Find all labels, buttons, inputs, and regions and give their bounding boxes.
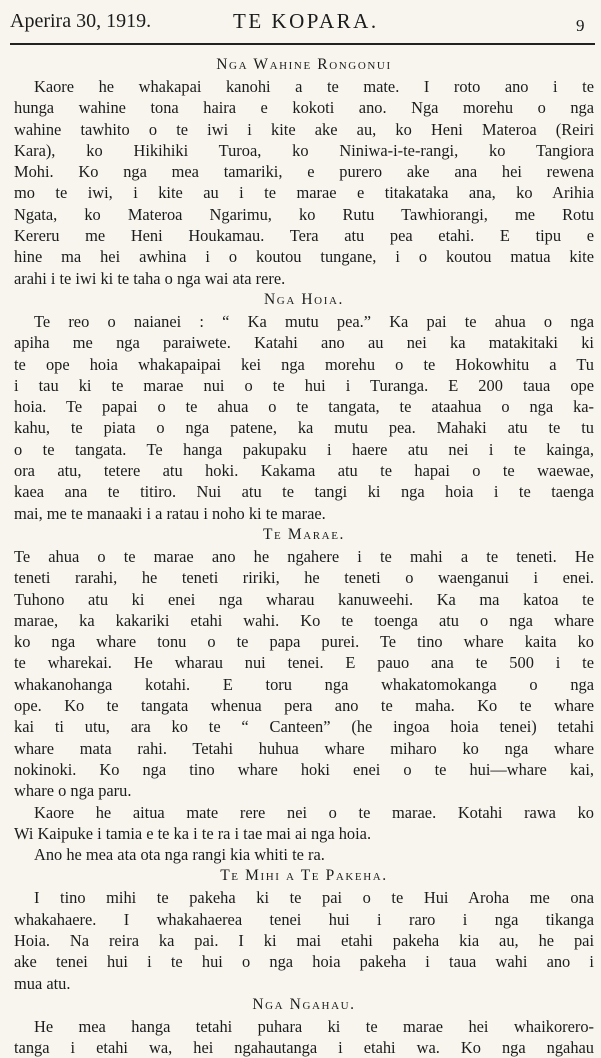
section-nga-ngahau <box>14 994 594 1058</box>
text-line: Mohi. Ko nga mea tamariki, e purero ake ana hei rewena <box>14 162 594 182</box>
text-line: whare o nga paru. <box>14 781 132 801</box>
section-te-marae <box>14 524 594 865</box>
text-line: Ngata, ko Materoa Ngarimu, ko Rutu Tawhiorangi, me Rotu <box>14 204 594 224</box>
text-line: mo te iwi, i kite au i te marae e titakataka ana, ko Arihia <box>14 183 594 203</box>
text-line: te ope hoia whakapaipai kei nga morehu o te Hokowhitu a Tu <box>14 354 594 374</box>
text-line: Kereru me Heni Houkamau. Tera atu pea etahi. E tipu e <box>14 226 594 246</box>
text-line: Hoia. Na reira ka pai. I ki mai etahi pakeha kia au, he pai <box>14 930 594 950</box>
text-line: Kaore he whakapai kanohi a te mate. I roto ano i te <box>34 77 594 96</box>
page-number: 9 <box>576 16 585 35</box>
section-heading: Nga Wahine Rongonui <box>216 56 392 73</box>
text-line: ope. Ko te tangata whenua pera ano te maha. Ko te whare <box>14 696 594 716</box>
section-nga-hoia <box>14 289 594 524</box>
text-line: te wharekai. He wharau nui tenei. E pauo ana te 500 i te <box>14 653 594 673</box>
text-line: mai, me te manaaki i a ratau i noho ki te marae. <box>14 503 326 523</box>
text-line: Kaore he aitua mate rere nei o te marae. Kotahi rawa ko <box>34 802 594 822</box>
publication-title: TE KOPARA. <box>233 9 379 33</box>
text-line: Tuhono atu ki enei nga wharau kanuweehi. Ka ma katoa te <box>14 589 594 609</box>
text-line: hine ma hei awhina i o koutou tungane, i o koutou matua kite <box>14 247 594 267</box>
page-header <box>0 0 601 46</box>
text-line: hunga wahine tona haira e kokoti ano. Nga morehu o nga <box>14 98 594 118</box>
text-line: I tino mihi te pakeha ki te pai o te Hui Aroha me ona <box>34 888 594 908</box>
text-line: teneti rarahi, he teneti ririki, he teneti o waenganui i enei. <box>14 568 594 588</box>
text-line: wahine tawhito o te iwi i kite ake au, ko Heni Materoa (Reiri <box>14 119 594 139</box>
page-body <box>14 54 594 1058</box>
header-date: Aperira 30, 1919. <box>10 10 152 32</box>
section-nga-wahine-rongonui <box>14 54 594 289</box>
section-heading: Nga Ngahau. <box>252 995 356 1013</box>
text-line: ko nga whare tonu o te papa purei. Te tino whare kaita ko <box>14 632 594 652</box>
section-heading: Nga Hoia. <box>264 290 344 308</box>
header-rule <box>10 43 595 45</box>
text-line: whare mata rahi. Tetahi huhua whare miharo ko nga whare <box>14 738 594 758</box>
section-heading: Te Marae. <box>262 525 346 543</box>
text-line: He mea hanga tetahi puhara ki te marae hei whaikorero- <box>34 1016 594 1036</box>
text-line: tanga i etahi wa, hei ngahautanga i etahi wa. Ko nga ngahau <box>14 1038 594 1058</box>
text-line: ora atu, tetere atu hoki. Kakama atu te hapai o te waewae, <box>14 461 594 481</box>
text-line: kahu, te piata o nga patene, ka mutu pea. Mahaki atu te tu <box>14 418 594 438</box>
text-line: hoia. Te papai o te ahua o te tangata, te ataahua o nga ka- <box>14 397 594 417</box>
text-line: kai ti utu, ara ko te “ Canteen” (he ingoa hoia tenei) tetahi <box>14 717 594 737</box>
text-line: nokinoki. Ko nga tino whare hoki enei o te hui—whare kai, <box>14 759 594 779</box>
text-line: Te reo o naianei : “ Ka mutu pea.” Ka pai te ahua o nga <box>34 311 594 331</box>
text-line: kaea ana te titiro. Nui atu te tangi ki nga hoia i te taenga <box>14 482 594 502</box>
section-heading: Te Mihi a Te Pakeha. <box>220 867 388 885</box>
text-line: i tau ki te marae nui o te hui i Turanga. E 200 taua ope <box>14 375 594 395</box>
text-line: Kara), ko Hikihiki Turoa, ko Niniwa-i-te-rangi, ko Tangiora <box>14 140 594 160</box>
text-line: o te tangata. Te hanga pakupaku i haere atu nei i te kainga, <box>14 439 594 459</box>
text-line: ake tenei hui i te hui o nga hoia pakeha i taua wahi ano i <box>14 952 594 972</box>
text-line: Wi Kaipuke i tamia e te ka i te ra i tae mai ai nga hoia. <box>14 823 372 843</box>
text-line: arahi i te iwi ki te taha o nga wai ata rere. <box>14 268 286 288</box>
text-line: whakanohanga kotahi. E toru nga whakatomokanga o nga <box>14 674 594 694</box>
text-line: whakahaere. I whakahaerea tenei hui i raro i nga tikanga <box>14 909 594 929</box>
text-line: marae, ka kakariki etahi wahi. Ko te toenga atu o nga whare <box>14 610 594 630</box>
text-line: mua atu. <box>14 973 71 993</box>
text-line: apiha me nga paraiwete. Katahi ano au nei ka matakitaki ki <box>14 333 594 353</box>
text-line: Te ahua o te marae ano he ngahere i te mahi a te teneti. He <box>14 546 594 566</box>
section-te-mihi-a-te-pakeha <box>14 865 594 993</box>
text-line: Ano he mea ata ota nga rangi kia whiti te ra. <box>34 845 325 865</box>
